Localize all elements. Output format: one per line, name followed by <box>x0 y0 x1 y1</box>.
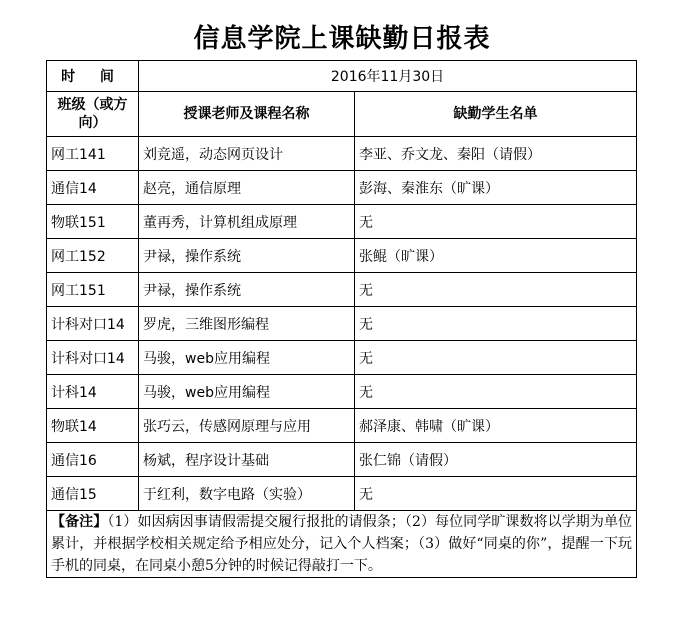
class-cell: 计科14 <box>47 375 139 409</box>
teacher-course-cell: 于红利，数字电路（实验） <box>139 477 355 511</box>
absent-students-cell: 张鲲（旷课） <box>355 239 637 273</box>
class-cell: 网工141 <box>47 137 139 171</box>
table-row <box>47 477 637 511</box>
class-cell: 物联14 <box>47 409 139 443</box>
teacher-course-cell: 马骏，web应用编程 <box>139 341 355 375</box>
table-row <box>47 205 637 239</box>
absent-students-cell: 李亚、乔文龙、秦阳（请假） <box>355 137 637 171</box>
teacher-course-cell: 杨斌，程序设计基础 <box>139 443 355 477</box>
table-row <box>47 443 637 477</box>
class-cell: 计科对口14 <box>47 307 139 341</box>
note-label: 【备注】 <box>51 514 108 530</box>
absent-students-cell: 无 <box>355 205 637 239</box>
absent-students-cell: 彭海、秦淮东（旷课） <box>355 171 637 205</box>
class-cell: 计科对口14 <box>47 341 139 375</box>
header-class: 班级（或方向） <box>47 92 139 137</box>
absent-students-cell: 无 <box>355 307 637 341</box>
report-date: 2016年11月30日 <box>139 61 637 92</box>
time-row <box>47 61 637 92</box>
teacher-course-cell: 尹禄，操作系统 <box>139 239 355 273</box>
teacher-course-cell: 罗虎，三维图形编程 <box>139 307 355 341</box>
note-cell <box>47 511 637 578</box>
teacher-course-cell: 董再秀，计算机组成原理 <box>139 205 355 239</box>
class-cell: 通信16 <box>47 443 139 477</box>
teacher-course-cell: 马骏，web应用编程 <box>139 375 355 409</box>
table-row <box>47 137 637 171</box>
note-text: （1）如因病因事请假需提交履行报批的请假条；（2）每位同学旷课数将以学期为单位累计，并根据学校相关规定给予相应处分，记入个人档案；（3）做好“同桌的你”，提醒一下玩手机的同桌，在同桌小憩5分钟的时候记得敲打一下。 <box>51 514 633 574</box>
absent-students-cell: 无 <box>355 341 637 375</box>
table-row <box>47 341 637 375</box>
report-title: 信息学院上课缺勤日报表 <box>193 24 491 54</box>
teacher-course-cell: 赵亮，通信原理 <box>139 171 355 205</box>
table-row <box>47 307 637 341</box>
class-cell: 物联151 <box>47 205 139 239</box>
class-cell: 通信14 <box>47 171 139 205</box>
table-row <box>47 409 637 443</box>
absent-students-cell: 张仁锦（请假） <box>355 443 637 477</box>
teacher-course-cell: 尹禄，操作系统 <box>139 273 355 307</box>
table-row <box>47 273 637 307</box>
teacher-course-cell: 张巧云，传感网原理与应用 <box>139 409 355 443</box>
table-row <box>47 171 637 205</box>
absent-students-cell: 郝泽康、韩啸（旷课） <box>355 409 637 443</box>
class-cell: 通信15 <box>47 477 139 511</box>
note-row <box>47 511 637 578</box>
attendance-table <box>46 60 637 578</box>
absent-students-cell: 无 <box>355 273 637 307</box>
table-row <box>47 375 637 409</box>
header-teacher-course: 授课老师及课程名称 <box>139 92 355 137</box>
class-cell: 网工152 <box>47 239 139 273</box>
table-row <box>47 239 637 273</box>
header-row <box>47 92 637 137</box>
class-cell: 网工151 <box>47 273 139 307</box>
time-label: 时 间 <box>47 61 139 92</box>
header-absent-students: 缺勤学生名单 <box>355 92 637 137</box>
absent-students-cell: 无 <box>355 477 637 511</box>
absent-students-cell: 无 <box>355 375 637 409</box>
teacher-course-cell: 刘竞遥，动态网页设计 <box>139 137 355 171</box>
